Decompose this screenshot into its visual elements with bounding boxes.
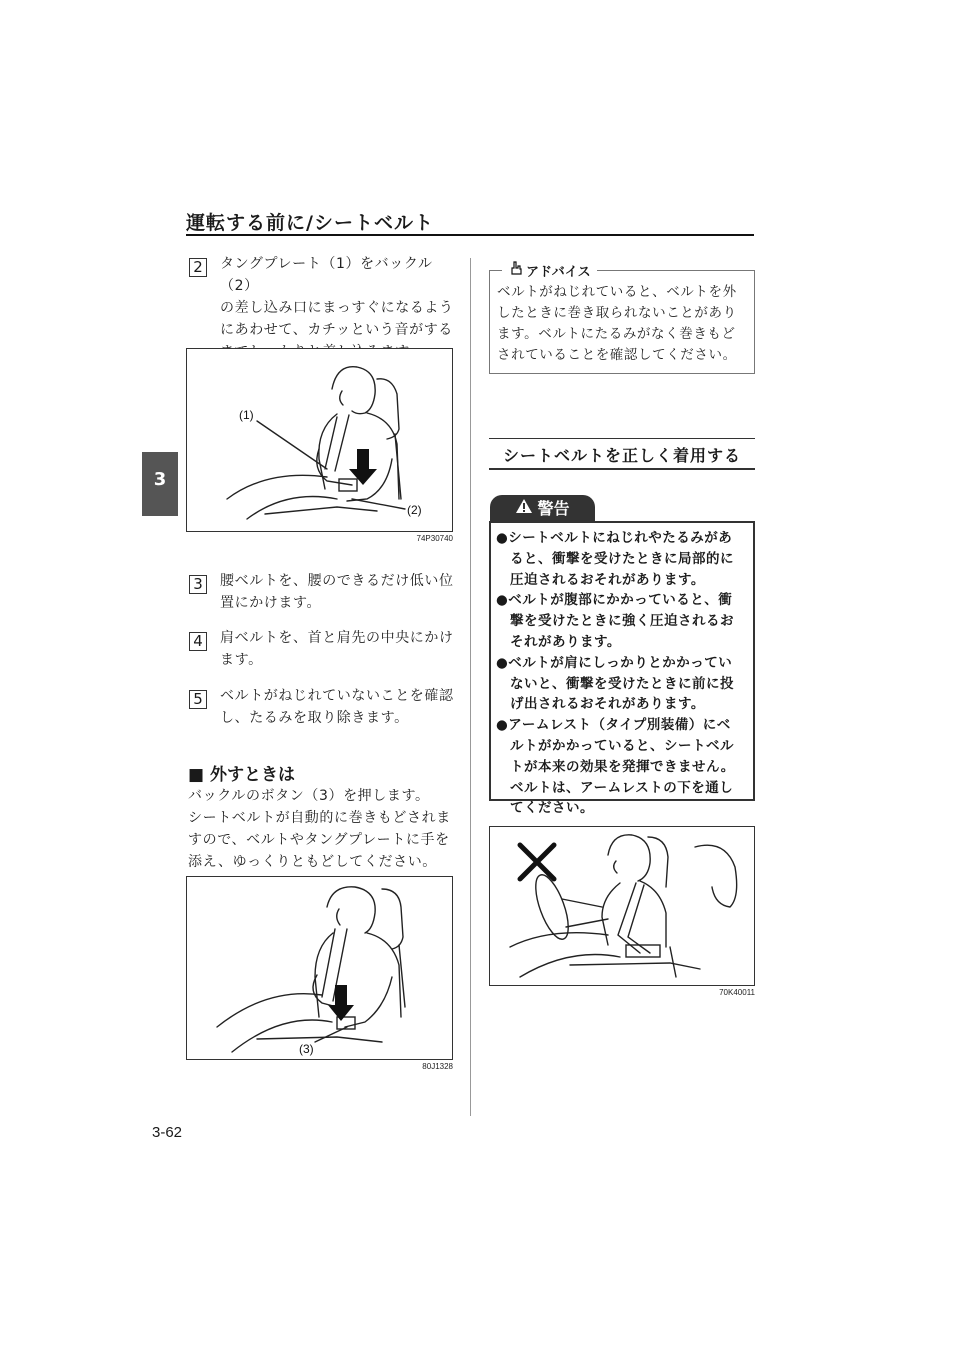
advice-label-text: アドバイス bbox=[526, 264, 591, 280]
advice-label bbox=[502, 260, 597, 280]
pointing-hand-icon bbox=[508, 260, 524, 280]
step-number-4: 4 bbox=[189, 632, 207, 651]
warning-list bbox=[496, 528, 752, 819]
figure-buckle-insert-illustration bbox=[187, 349, 452, 531]
step-2-text bbox=[220, 253, 460, 363]
figure-buckle-release-illustration bbox=[187, 877, 452, 1059]
advice-line: されていることを確認してください。 bbox=[497, 347, 737, 363]
step-number-5: 5 bbox=[189, 690, 207, 709]
figure-buckle-release bbox=[186, 876, 453, 1060]
advice-text bbox=[497, 282, 752, 366]
warning-triangle-icon bbox=[515, 495, 533, 523]
remove-line: バックルのボタン（3）を押します。 bbox=[188, 788, 430, 804]
warning-item: ●シートベルトにねじれやたるみがあ ると、衝撃を受けたときに局部的に 圧迫されるおそれがあります。 bbox=[496, 530, 734, 588]
figure-callout-3: (3) bbox=[299, 1042, 314, 1056]
remove-line: シートベルトが自動的に巻きもどされま bbox=[188, 810, 451, 826]
page-number: 3-62 bbox=[152, 1124, 183, 1141]
step-4-line: ます。 bbox=[220, 652, 263, 668]
chapter-tab: 3 bbox=[142, 452, 178, 516]
section-title: シートベルトを正しく着用する bbox=[502, 446, 741, 465]
remove-heading: ■ 外すときは bbox=[188, 765, 295, 785]
incorrect-x-icon bbox=[520, 845, 554, 879]
section-rule-bottom bbox=[489, 468, 755, 470]
step-4-text bbox=[220, 627, 460, 671]
figure-incorrect-wear bbox=[489, 826, 755, 986]
warning-item: ●ベルトが肩にしっかりとかかってい ないと、衝撃を受けたときに前に投 げ出されるおそれがあります。 bbox=[496, 654, 734, 713]
warning-item: ●アームレスト（タイプ別装備）にベ ルトがかかっていると、シートベル トが本来の効果を発揮できません。 ベルトは、アームレストの下を通し てください。 bbox=[496, 717, 735, 817]
warning-tab bbox=[490, 495, 595, 523]
step-5-line: ベルトがねじれていないことを確認 bbox=[220, 688, 454, 704]
header-rule bbox=[186, 234, 754, 236]
step-4-line: 肩ベルトを、首と肩先の中央にかけ bbox=[220, 630, 454, 646]
advice-line: したときに巻き取られないことがあり bbox=[497, 305, 737, 321]
advice-line: ます。ベルトにたるみがなく巻きもど bbox=[497, 326, 736, 342]
step-2-line: の差し込み口にまっすぐになるよう bbox=[220, 300, 454, 316]
figure-code: 70K40011 bbox=[719, 988, 755, 997]
figure-code: 80J1328 bbox=[422, 1062, 453, 1071]
step-number-3: 3 bbox=[189, 575, 207, 594]
section-rule-top bbox=[489, 438, 755, 439]
advice-line: ベルトがねじれていると、ベルトを外 bbox=[497, 284, 737, 300]
figure-code: 74P30740 bbox=[416, 534, 453, 543]
page-header-title: 運転する前に/シートベルト bbox=[186, 212, 434, 234]
step-number-2: 2 bbox=[189, 258, 207, 277]
remove-line: 添え、ゆっくりともどしてください。 bbox=[188, 854, 437, 870]
remove-text bbox=[188, 785, 463, 873]
column-divider bbox=[470, 258, 471, 1116]
step-5-line: し、たるみを取り除きます。 bbox=[220, 710, 409, 726]
figure-callout-1: (1) bbox=[239, 408, 254, 422]
figure-incorrect-wear-illustration bbox=[490, 827, 754, 985]
step-5-text bbox=[220, 685, 460, 729]
step-3-line: 腰ベルトを、腰のできるだけ低い位 bbox=[220, 573, 454, 589]
step-3-line: 置にかけます。 bbox=[220, 595, 322, 611]
step-2-line: にあわせて、カチッという音がする bbox=[220, 322, 453, 338]
remove-line: すので、ベルトやタングプレートに手を bbox=[188, 832, 450, 848]
step-3-text bbox=[220, 570, 460, 614]
warning-label: 警告 bbox=[537, 499, 570, 518]
figure-callout-2: (2) bbox=[407, 503, 422, 517]
figure-buckle-insert bbox=[186, 348, 453, 532]
step-2-line: タングプレート（1）をバックル（2） bbox=[220, 256, 433, 294]
warning-item: ●ベルトが腹部にかかっていると、衝 撃を受けたときに強く圧迫されるお それがあります。 bbox=[496, 592, 734, 650]
